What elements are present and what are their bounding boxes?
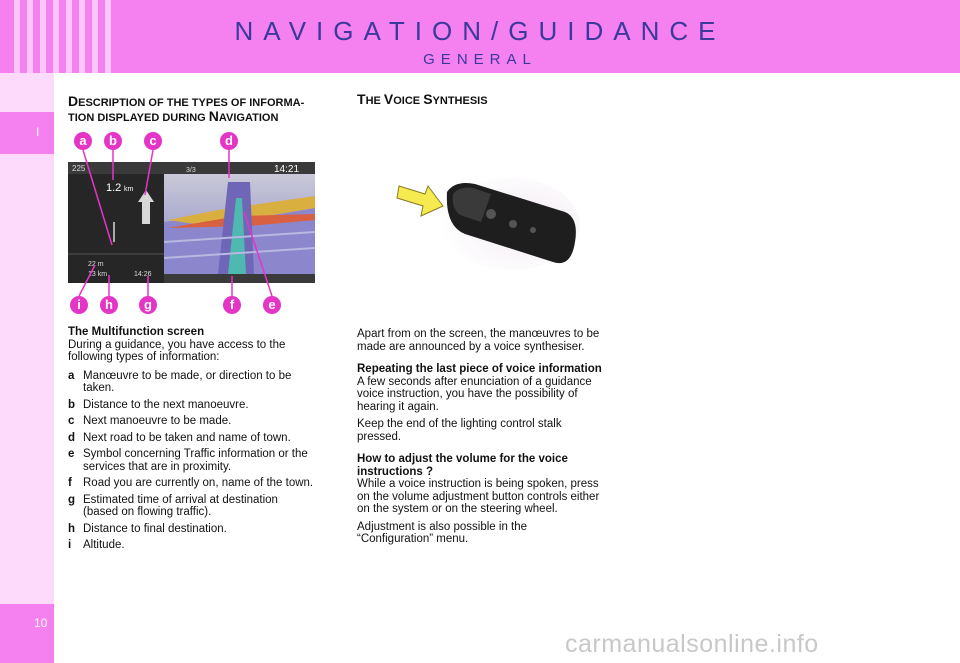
item-key: g [68,493,76,506]
callout-badge-b: b [104,132,122,150]
heading-text: AVIGATION [218,112,279,124]
left-column-text [68,326,316,556]
screen-label: The Multifunction screen [68,326,205,338]
list-item [68,523,316,536]
item-key: b [68,398,76,411]
item-text: Next manoeuvre to be made. [83,415,232,427]
readout-distance: 1.2 [106,182,122,194]
readout-time: 14:21 [274,164,300,175]
readout-altitude: 22 m [88,261,104,268]
watermark: carmanualsonline.info [565,630,819,658]
list-item [68,494,316,519]
callout-badge-a: a [74,132,92,150]
subheading: How to adjust the volume for the voice instructions ? [357,453,568,478]
callout-badge-g: g [139,296,157,314]
item-key: h [68,522,76,535]
heading-text: OICE [393,95,424,107]
item-key: d [68,431,76,444]
callout-badge-f: f [223,296,241,314]
heading-cap: V [383,91,394,107]
callout-badge-c: c [144,132,162,150]
item-key: e [68,448,75,460]
readout-page: 3/3 [186,167,196,174]
callout-badge-e: e [263,296,281,314]
intro-text: During a guidance, you have access to the following types of information: [68,338,286,363]
page-subtitle: GENERAL [423,51,537,68]
page-number: 10 [34,616,48,630]
heading-cap: D [68,93,79,109]
paragraph: Adjustment is also possible in the “Configuration” menu. [357,520,528,545]
heading-text: HE [365,95,384,107]
right-column-text [357,328,605,551]
item-key: i [68,539,72,551]
readout-eta: 14:26 [134,271,152,278]
readout-top-left: 225 [72,164,86,173]
list-item [68,415,316,428]
callout-badge-i: i [70,296,88,314]
item-text: Altitude. [83,539,125,551]
item-text: Manœuvre to be made, or direction to be taken. [83,369,292,394]
paragraph: A few seconds after enunciation of a guidance voice instruction, you have the possibility of hearing it again. [357,375,592,413]
right-section-heading [357,93,607,108]
item-text: Distance to final destination. [83,522,227,535]
list-item [68,432,316,445]
page-title: NAVIGATION/GUIDANCE [234,16,726,46]
callout-badge-h: h [100,296,118,314]
item-text: Symbol concerning Traffic information or the services that are in proximity. [83,448,308,473]
paragraph: While a voice instruction is being spoken, press on the volume adjustment button controls either on the system or on the steering wheel. [357,478,600,515]
item-text: Road you are currently on, name of the town. [83,477,314,489]
paragraph: Keep the end of the lighting control stalk pressed. [357,418,562,443]
heading-cap: T [357,91,366,107]
list-item [68,477,316,490]
heading-text: TION DISPLAYED DURING [68,112,209,124]
list-item [68,399,316,412]
item-text: Next road to be taken and name of town. [83,431,291,444]
item-key: a [68,369,75,382]
readout-dest-distance: 13 km [88,271,108,278]
heading-cap: N [208,108,219,124]
item-text: Distance to the next manoeuvre. [83,398,249,411]
subheading: Repeating the last piece of voice information [357,363,602,375]
item-key: c [68,415,75,427]
list-item [68,539,316,552]
heading-text: YNTHESIS [432,95,488,107]
section-tab-label: I [36,125,40,139]
list-item [68,370,316,395]
list-item [68,448,316,473]
heading-cap: S [423,91,433,107]
lighting-stalk-illustration [395,172,580,272]
item-key: f [68,477,72,489]
arrow-icon [397,186,443,216]
paragraph: Apart from on the screen, the manœuvres to be made are announced by a voice synthesiser. [357,328,600,353]
heading-text: ESCRIPTION OF THE TYPES OF INFORMA- [78,97,305,109]
item-text: Estimated time of arrival at destination (based on flowing traffic). [83,493,278,518]
readout-distance-unit: km [124,186,134,193]
callout-badge-d: d [220,132,238,150]
